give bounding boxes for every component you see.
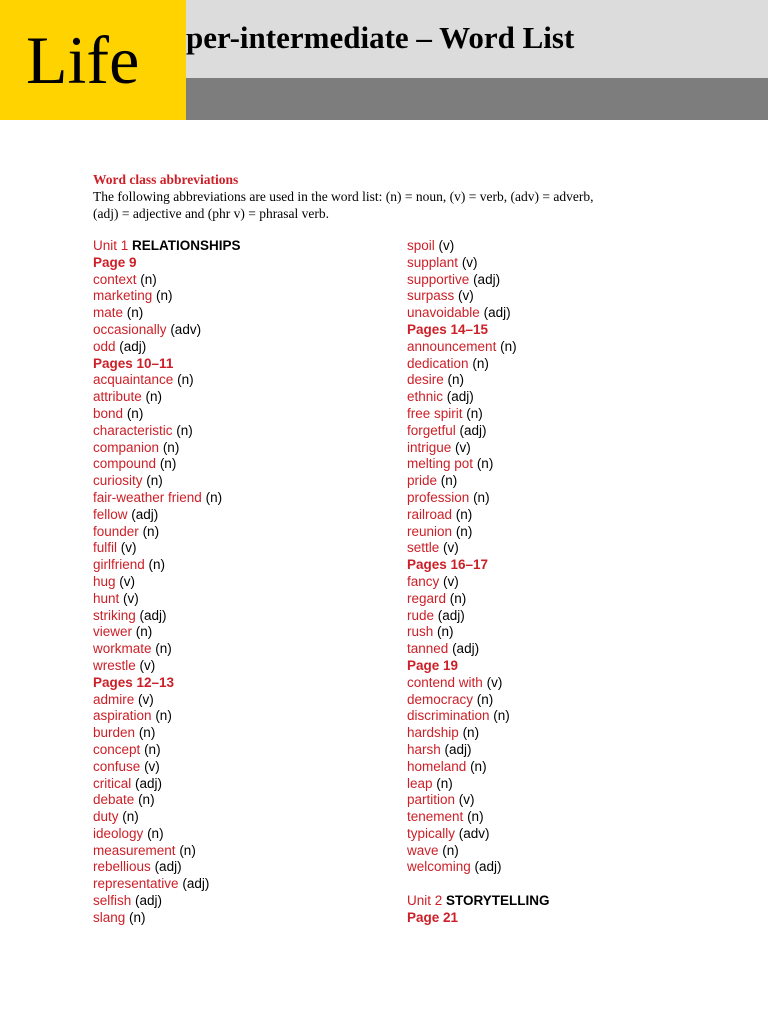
word-list-right-column — [407, 238, 550, 927]
word-class: (n) — [476, 691, 494, 707]
word-entry — [407, 288, 550, 305]
word-entry — [407, 540, 550, 557]
word-class: (n) — [148, 557, 166, 573]
unit-label: Unit 1 — [93, 238, 129, 253]
word-term: measurement — [93, 842, 176, 858]
page-section-heading: Page 21 — [407, 909, 459, 925]
word-term: typically — [407, 825, 456, 841]
word-class: (v) — [119, 573, 136, 589]
word-class: (n) — [135, 624, 153, 640]
word-class: (v) — [144, 758, 160, 774]
word-entry — [407, 624, 550, 641]
word-entry — [93, 809, 241, 826]
word-term: mate — [93, 305, 124, 321]
word-class: (n) — [476, 456, 494, 472]
word-class: (n) — [437, 624, 454, 640]
word-entry — [407, 372, 550, 389]
word-entry — [407, 641, 550, 658]
word-term: regard — [407, 590, 447, 606]
word-entry — [93, 490, 241, 507]
word-entry — [93, 759, 241, 776]
unit-label: Unit 2 — [407, 893, 443, 909]
word-entry — [93, 608, 241, 625]
word-term: hunt — [93, 590, 120, 606]
word-term: homeland — [407, 758, 467, 774]
word-class: (adj) — [474, 859, 502, 875]
word-term: profession — [407, 489, 470, 505]
word-class: (n) — [472, 355, 489, 371]
word-entry — [407, 272, 550, 289]
word-term: supportive — [407, 271, 470, 287]
word-class: (adj) — [459, 422, 487, 438]
word-class: (n) — [176, 422, 193, 438]
word-class: (adj) — [182, 876, 210, 892]
word-class: (n) — [470, 758, 487, 774]
logo-text: Life — [26, 22, 140, 98]
word-class: (adj) — [135, 893, 163, 909]
word-class: (n) — [455, 506, 473, 522]
word-entry — [93, 456, 241, 473]
word-term: wave — [407, 842, 439, 858]
word-term: tanned — [407, 641, 449, 657]
word-entry — [407, 608, 550, 625]
word-entry — [407, 440, 550, 457]
word-term: debate — [93, 792, 135, 808]
word-term: announcement — [407, 338, 497, 354]
word-class: (adj) — [483, 305, 511, 321]
word-term: ethnic — [407, 389, 444, 405]
page-section-heading: Pages 10–11 — [93, 355, 174, 371]
word-term: unavoidable — [407, 305, 480, 321]
word-term: dedication — [407, 355, 469, 371]
word-term: fancy — [407, 573, 440, 589]
word-entry — [407, 238, 550, 255]
word-class: (n) — [138, 725, 156, 741]
word-entry — [93, 893, 241, 910]
word-term: welcoming — [407, 859, 471, 875]
abbreviations-line-2: (adj) = adjective and (phr v) = phrasal verb. — [93, 206, 330, 221]
word-term: railroad — [407, 506, 453, 522]
word-class: (adj) — [437, 607, 465, 623]
word-class: (n) — [122, 809, 139, 825]
word-class: (adj) — [119, 338, 147, 354]
word-entry — [93, 574, 241, 591]
word-term: fulfil — [93, 540, 118, 556]
word-term: surpass — [407, 288, 455, 304]
word-entry — [407, 809, 550, 826]
word-class: (adj) — [446, 389, 474, 405]
word-entry — [407, 742, 550, 759]
word-class: (n) — [155, 641, 172, 657]
word-entry — [407, 406, 550, 423]
word-term: concept — [93, 741, 141, 757]
word-entry — [93, 423, 241, 440]
word-entry — [93, 288, 241, 305]
word-class: (n) — [145, 389, 163, 405]
word-class: (n) — [147, 825, 164, 841]
word-term: rude — [407, 607, 435, 623]
word-class: (n) — [129, 909, 146, 925]
life-logo — [0, 0, 186, 120]
word-term: odd — [93, 338, 116, 354]
word-term: settle — [407, 540, 440, 556]
word-term: rush — [407, 624, 434, 640]
unit-heading — [93, 238, 241, 255]
word-term: acquaintance — [93, 372, 174, 388]
word-class: (v) — [139, 657, 156, 673]
word-term: striking — [93, 607, 136, 623]
word-entry — [93, 742, 241, 759]
word-entry — [93, 557, 241, 574]
word-class: (v) — [123, 590, 139, 606]
word-entry — [407, 708, 550, 725]
word-entry — [93, 540, 241, 557]
word-term: founder — [93, 523, 139, 539]
word-class: (adj) — [444, 741, 472, 757]
word-entry — [93, 440, 241, 457]
word-term: leap — [407, 775, 433, 791]
word-class: (n) — [146, 473, 163, 489]
word-class: (n) — [500, 338, 517, 354]
word-term: fellow — [93, 506, 128, 522]
word-entry — [93, 507, 241, 524]
word-term: context — [93, 271, 137, 287]
word-term: workmate — [93, 641, 152, 657]
word-term: harsh — [407, 741, 441, 757]
word-entry — [93, 322, 241, 339]
word-class: (n) — [138, 792, 155, 808]
word-class: (n) — [440, 473, 458, 489]
word-entry — [407, 776, 550, 793]
word-entry — [407, 725, 550, 742]
word-class: (adj) — [135, 775, 163, 791]
word-class: (adj) — [131, 506, 159, 522]
word-class: (n) — [156, 288, 173, 304]
page-section-heading: Pages 12–13 — [93, 674, 175, 690]
word-term: forgetful — [407, 422, 456, 438]
word-term: tenement — [407, 809, 464, 825]
word-entry — [407, 574, 550, 591]
page-section-heading: Page 9 — [93, 254, 137, 270]
word-term: attribute — [93, 389, 142, 405]
word-entry — [407, 305, 550, 322]
word-class: (adj) — [154, 859, 182, 875]
word-entry — [93, 792, 241, 809]
word-entry — [407, 507, 550, 524]
word-entry — [407, 675, 550, 692]
word-class: (v) — [458, 792, 475, 808]
abbreviations-intro — [93, 172, 683, 222]
word-entry — [93, 910, 241, 927]
word-class: (n) — [179, 842, 196, 858]
word-class: (v) — [455, 439, 471, 455]
word-class: (n) — [140, 271, 157, 287]
word-entry — [407, 389, 550, 406]
word-entry — [407, 792, 550, 809]
word-entry — [93, 305, 241, 322]
word-class: (n) — [436, 775, 453, 791]
word-entry — [93, 473, 241, 490]
word-entry — [407, 826, 550, 843]
word-term: rebellious — [93, 859, 151, 875]
word-class: (v) — [461, 254, 478, 270]
word-term: girlfriend — [93, 557, 145, 573]
page-header — [0, 0, 768, 120]
word-entry — [93, 725, 241, 742]
word-class: (v) — [443, 573, 459, 589]
page-section-heading: Pages 14–15 — [407, 321, 489, 337]
word-class: (v) — [486, 674, 503, 690]
word-term: characteristic — [93, 422, 173, 438]
word-entry — [407, 339, 550, 356]
word-term: bond — [93, 405, 124, 421]
word-class: (n) — [177, 372, 194, 388]
word-term: melting pot — [407, 456, 474, 472]
word-term: viewer — [93, 624, 133, 640]
word-term: intrigue — [407, 439, 452, 455]
word-entry — [93, 658, 241, 675]
word-entry — [93, 406, 241, 423]
word-term: reunion — [407, 523, 453, 539]
word-entry — [407, 843, 550, 860]
word-entry — [93, 372, 241, 389]
word-class: (v) — [458, 288, 474, 304]
word-term: democracy — [407, 691, 474, 707]
word-entry — [407, 473, 550, 490]
word-class: (n) — [142, 523, 160, 539]
word-class: (n) — [126, 305, 144, 321]
word-entry — [93, 389, 241, 406]
word-term: fair-weather friend — [93, 489, 202, 505]
word-class: (n) — [126, 405, 144, 421]
word-class: (n) — [473, 489, 490, 505]
word-class: (n) — [155, 708, 172, 724]
word-term: compound — [93, 456, 157, 472]
page-title: per-intermediate – Word List — [186, 20, 575, 55]
word-entry — [93, 859, 241, 876]
word-term: supplant — [407, 254, 459, 270]
word-entry — [93, 272, 241, 289]
word-class: (n) — [462, 725, 480, 741]
word-entry — [407, 255, 550, 272]
word-entry — [407, 759, 550, 776]
word-class: (n) — [455, 523, 473, 539]
word-class: (n) — [162, 439, 180, 455]
word-class: (adj) — [452, 641, 480, 657]
word-term: wrestle — [93, 657, 136, 673]
word-term: discrimination — [407, 708, 490, 724]
unit-title: RELATIONSHIPS — [132, 238, 241, 253]
word-term: occasionally — [93, 321, 167, 337]
word-entry — [93, 843, 241, 860]
page-section-heading: Pages 16–17 — [407, 557, 489, 573]
word-entry — [407, 524, 550, 541]
word-entry — [407, 692, 550, 709]
word-class: (n) — [447, 372, 465, 388]
word-class: (v) — [438, 238, 455, 253]
word-entry — [407, 490, 550, 507]
word-term: curiosity — [93, 473, 143, 489]
word-term: slang — [93, 909, 126, 925]
word-term: marketing — [93, 288, 153, 304]
word-class: (n) — [159, 456, 177, 472]
word-entry — [93, 708, 241, 725]
word-term: hug — [93, 573, 116, 589]
word-class: (v) — [120, 540, 137, 556]
word-class: (v) — [443, 540, 459, 556]
word-term: contend with — [407, 674, 483, 690]
word-term: spoil — [407, 238, 435, 253]
word-term: representative — [93, 876, 179, 892]
word-class: (n) — [144, 741, 161, 757]
word-class: (n) — [466, 405, 483, 421]
word-class: (n) — [205, 489, 223, 505]
word-entry — [93, 826, 241, 843]
abbreviations-line-1: The following abbreviations are used in the word list: (n) = noun, (v) = verb, (adv) = adverb, — [93, 189, 594, 204]
word-entry — [407, 423, 550, 440]
word-entry — [93, 591, 241, 608]
word-term: hardship — [407, 725, 459, 741]
spacer — [407, 876, 550, 893]
word-class: (n) — [493, 708, 510, 724]
unit-heading — [407, 893, 550, 910]
word-class: (adv) — [170, 321, 202, 337]
word-entry — [93, 876, 241, 893]
word-entry — [93, 692, 241, 709]
word-class: (adj) — [139, 607, 167, 623]
word-entry — [407, 859, 550, 876]
word-term: aspiration — [93, 708, 152, 724]
abbreviations-heading: Word class abbreviations — [93, 172, 239, 187]
word-entry — [93, 776, 241, 793]
word-entry — [407, 356, 550, 373]
word-entry — [407, 591, 550, 608]
word-term: critical — [93, 775, 132, 791]
word-term: confuse — [93, 758, 141, 774]
word-class: (adj) — [473, 271, 501, 287]
word-class: (n) — [442, 842, 459, 858]
word-class: (n) — [449, 590, 467, 606]
word-entry — [407, 456, 550, 473]
word-entry — [93, 641, 241, 658]
word-term: partition — [407, 792, 456, 808]
word-term: duty — [93, 809, 119, 825]
word-entry — [93, 624, 241, 641]
word-class: (adv) — [458, 825, 490, 841]
word-list-left-column — [93, 238, 241, 927]
word-term: free spirit — [407, 405, 463, 421]
word-term: desire — [407, 372, 444, 388]
word-term: selfish — [93, 893, 132, 909]
word-term: burden — [93, 725, 136, 741]
word-class: (v) — [138, 691, 154, 707]
word-term: admire — [93, 691, 135, 707]
page-section-heading: Page 19 — [407, 657, 459, 673]
word-term: companion — [93, 439, 160, 455]
word-class: (n) — [467, 809, 484, 825]
unit-title: STORYTELLING — [446, 893, 550, 909]
word-entry — [93, 339, 241, 356]
word-term: pride — [407, 473, 438, 489]
word-entry — [93, 524, 241, 541]
word-term: ideology — [93, 825, 144, 841]
